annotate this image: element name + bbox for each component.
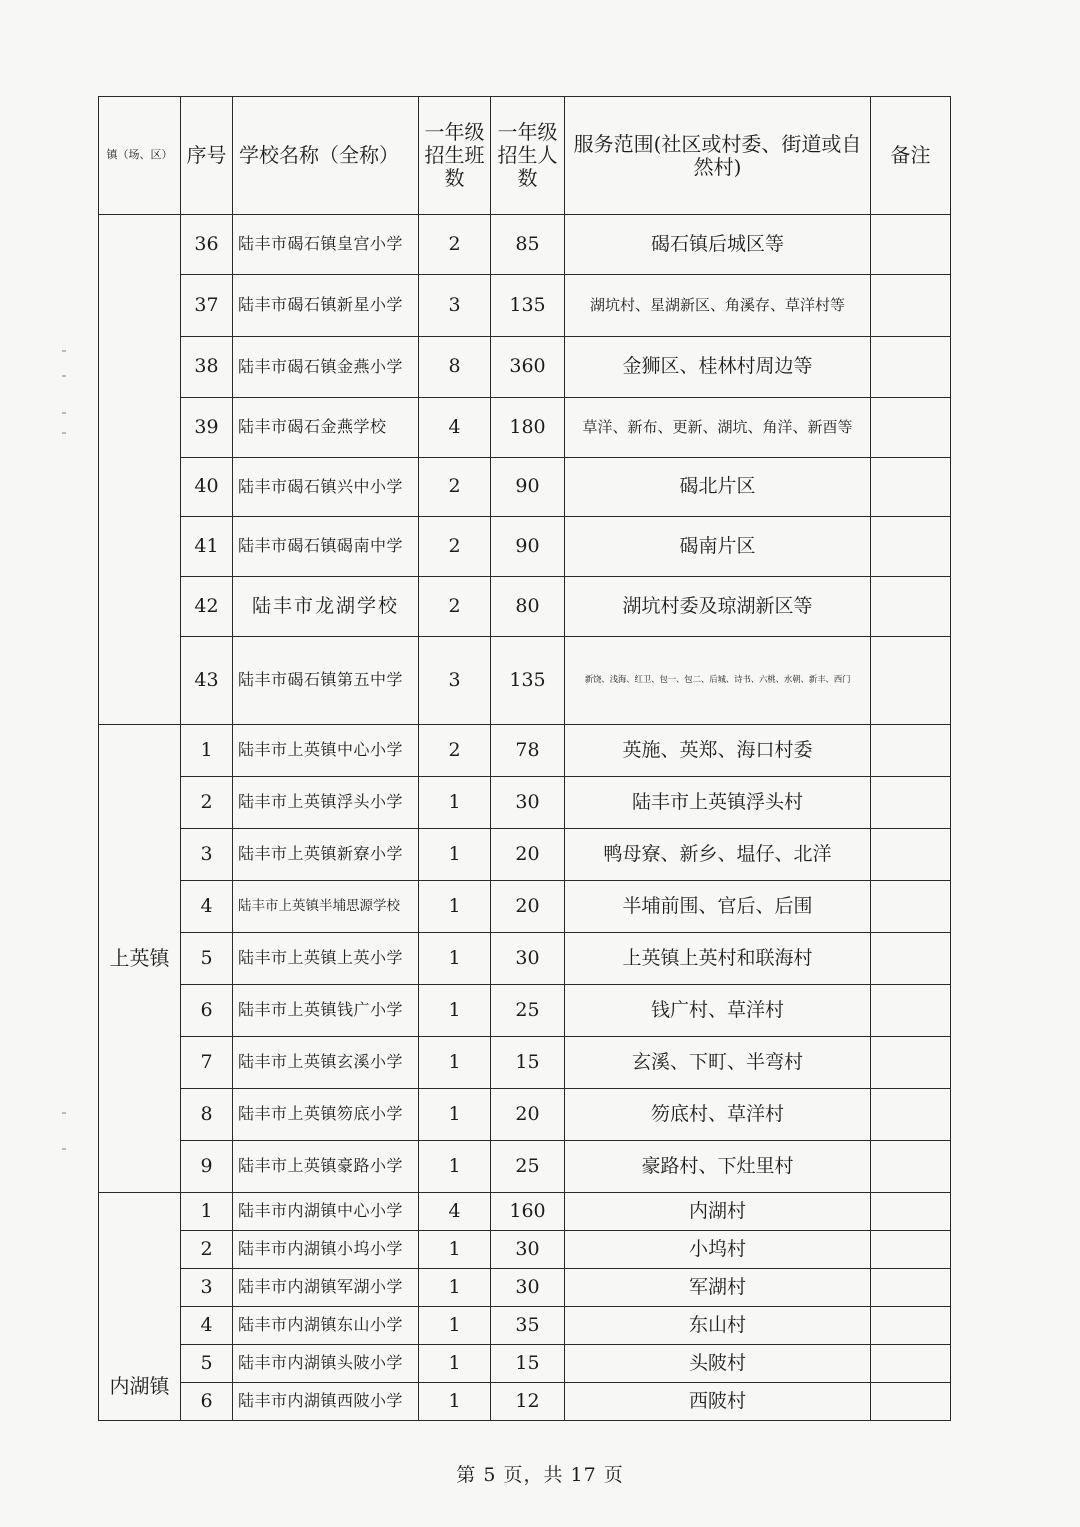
note-cell [871,985,951,1037]
classes-cell: 1 [419,881,491,933]
school-name-cell: 陆丰市上英镇新寮小学 [233,829,419,881]
table-row [99,215,951,275]
seq-cell: 3 [181,829,233,881]
classes-cell: 1 [419,985,491,1037]
note-cell [871,275,951,337]
students-cell: 85 [491,215,565,275]
school-name-cell: 陆丰市上英镇半埔思源学校 [233,881,419,933]
note-cell [871,577,951,637]
enrollment-table [98,96,951,1421]
service-area-cell: 湖坑村、星湖新区、角溪存、草洋村等 [565,275,871,337]
note-cell [871,1037,951,1089]
note-cell [871,725,951,777]
school-name-cell: 陆丰市碣石镇兴中小学 [233,458,419,517]
town-cell [99,215,181,725]
note-cell [871,1345,951,1383]
header-seq: 序号 [181,97,233,215]
header-students: 一年级招生人数 [491,97,565,215]
school-name-cell: 陆丰市内湖镇小坞小学 [233,1231,419,1269]
students-cell: 90 [491,517,565,577]
classes-cell: 1 [419,1307,491,1345]
service-area-cell: 半埔前围、官后、后围 [565,881,871,933]
seq-cell: 40 [181,458,233,517]
table-row [99,1089,951,1141]
service-area-cell: 军湖村 [565,1269,871,1307]
seq-cell: 6 [181,1383,233,1421]
school-name-cell: 陆丰市内湖镇西陂小学 [233,1383,419,1421]
students-cell: 25 [491,1141,565,1193]
header-school: 学校名称（全称） [233,97,419,215]
table-row [99,577,951,637]
note-cell [871,933,951,985]
classes-cell: 2 [419,577,491,637]
classes-cell: 1 [419,1037,491,1089]
service-area-cell: 碣北片区 [565,458,871,517]
classes-cell: 2 [419,517,491,577]
enrollment-table-sheet [98,96,950,1420]
service-area-cell: 草洋、新布、更新、湖坑、角洋、新酉等 [565,398,871,458]
school-name-cell: 陆丰市上英镇豪路小学 [233,1141,419,1193]
students-cell: 30 [491,933,565,985]
seq-cell: 6 [181,985,233,1037]
table-row [99,517,951,577]
seq-cell: 2 [181,777,233,829]
classes-cell: 1 [419,1269,491,1307]
students-cell: 25 [491,985,565,1037]
note-cell [871,517,951,577]
school-name-cell: 陆丰市内湖镇军湖小学 [233,1269,419,1307]
school-name-cell: 陆丰市上英镇笏底小学 [233,1089,419,1141]
table-row [99,637,951,725]
school-name-cell: 陆丰市上英镇浮头小学 [233,777,419,829]
school-name-cell: 陆丰市内湖镇东山小学 [233,1307,419,1345]
students-cell: 78 [491,725,565,777]
seq-cell: 42 [181,577,233,637]
town-cell: 内湖镇 [99,1193,181,1421]
seq-cell: 4 [181,881,233,933]
classes-cell: 1 [419,933,491,985]
students-cell: 30 [491,777,565,829]
students-cell: 180 [491,398,565,458]
school-name-cell: 陆丰市碣石镇第五中学 [233,637,419,725]
table-row [99,881,951,933]
service-area-cell: 头陂村 [565,1345,871,1383]
note-cell [871,637,951,725]
service-area-cell: 鸭母寮、新乡、塭仔、北洋 [565,829,871,881]
classes-cell: 8 [419,337,491,398]
table-row [99,1193,951,1231]
students-cell: 30 [491,1231,565,1269]
note-cell [871,1089,951,1141]
service-area-cell: 笏底村、草洋村 [565,1089,871,1141]
table-row [99,1037,951,1089]
page-footer: 第 5 页，共 17 页 [456,1464,624,1486]
classes-cell: 2 [419,215,491,275]
table-row [99,933,951,985]
note-cell [871,398,951,458]
seq-cell: 37 [181,275,233,337]
classes-cell: 4 [419,1193,491,1231]
school-name-cell: 陆丰市龙湖学校 [233,577,419,637]
note-cell [871,1269,951,1307]
classes-cell: 2 [419,458,491,517]
seq-cell: 4 [181,1307,233,1345]
table-row [99,829,951,881]
seq-cell: 43 [181,637,233,725]
service-area-cell: 钱广村、草洋村 [565,985,871,1037]
seq-cell: 41 [181,517,233,577]
school-name-cell: 陆丰市上英镇钱广小学 [233,985,419,1037]
note-cell [871,215,951,275]
table-row [99,1383,951,1421]
note-cell [871,1383,951,1421]
service-area-cell: 陆丰市上英镇浮头村 [565,777,871,829]
header-classes: 一年级招生班数 [419,97,491,215]
students-cell: 90 [491,458,565,517]
service-area-cell: 西陂村 [565,1383,871,1421]
note-cell [871,1231,951,1269]
service-area-cell: 碣石镇后城区等 [565,215,871,275]
seq-cell: 5 [181,933,233,985]
service-area-cell: 英施、英郑、海口村委 [565,725,871,777]
header-town: 镇（场、区） [99,97,181,215]
classes-cell: 1 [419,1383,491,1421]
note-cell [871,1141,951,1193]
service-area-cell: 碣南片区 [565,517,871,577]
classes-cell: 4 [419,398,491,458]
note-cell [871,881,951,933]
seq-cell: 38 [181,337,233,398]
table-row [99,777,951,829]
seq-cell: 8 [181,1089,233,1141]
service-area-cell: 新饶、浅海、红卫、包一、包二、后城、诗书、六桃、水朝、新丰、西门 [565,637,871,725]
students-cell: 35 [491,1307,565,1345]
school-name-cell: 陆丰市碣石镇皇宫小学 [233,215,419,275]
table-row [99,275,951,337]
table-row [99,398,951,458]
school-name-cell: 陆丰市上英镇玄溪小学 [233,1037,419,1089]
school-name-cell: 陆丰市内湖镇中心小学 [233,1193,419,1231]
note-cell [871,337,951,398]
table-row [99,985,951,1037]
service-area-cell: 内湖村 [565,1193,871,1231]
service-area-cell: 金狮区、桂林村周边等 [565,337,871,398]
table-row [99,1269,951,1307]
students-cell: 135 [491,637,565,725]
students-cell: 20 [491,829,565,881]
school-name-cell: 陆丰市上英镇中心小学 [233,725,419,777]
note-cell [871,1193,951,1231]
students-cell: 30 [491,1269,565,1307]
students-cell: 15 [491,1037,565,1089]
note-cell [871,829,951,881]
service-area-cell: 玄溪、下町、半弯村 [565,1037,871,1089]
classes-cell: 1 [419,1231,491,1269]
service-area-cell: 湖坑村委及琼湖新区等 [565,577,871,637]
students-cell: 80 [491,577,565,637]
header-row [99,97,951,215]
town-cell: 上英镇 [99,725,181,1193]
school-name-cell: 陆丰市碣石金燕学校 [233,398,419,458]
service-area-cell: 小坞村 [565,1231,871,1269]
seq-cell: 3 [181,1269,233,1307]
header-area: 服务范围(社区或村委、街道或自然村) [565,97,871,215]
seq-cell: 1 [181,725,233,777]
seq-cell: 7 [181,1037,233,1089]
students-cell: 20 [491,881,565,933]
table-row [99,1307,951,1345]
school-name-cell: 陆丰市内湖镇头陂小学 [233,1345,419,1383]
table-row [99,458,951,517]
students-cell: 135 [491,275,565,337]
school-name-cell: 陆丰市上英镇上英小学 [233,933,419,985]
students-cell: 12 [491,1383,565,1421]
classes-cell: 1 [419,1089,491,1141]
classes-cell: 2 [419,725,491,777]
seq-cell: 36 [181,215,233,275]
school-name-cell: 陆丰市碣石镇碣南中学 [233,517,419,577]
seq-cell: 5 [181,1345,233,1383]
classes-cell: 3 [419,275,491,337]
service-area-cell: 东山村 [565,1307,871,1345]
classes-cell: 1 [419,777,491,829]
students-cell: 15 [491,1345,565,1383]
classes-cell: 1 [419,1345,491,1383]
service-area-cell: 豪路村、下灶里村 [565,1141,871,1193]
table-row [99,1231,951,1269]
seq-cell: 2 [181,1231,233,1269]
table-row [99,725,951,777]
students-cell: 160 [491,1193,565,1231]
classes-cell: 1 [419,1141,491,1193]
students-cell: 20 [491,1089,565,1141]
school-name-cell: 陆丰市碣石镇新星小学 [233,275,419,337]
classes-cell: 3 [419,637,491,725]
school-name-cell: 陆丰市碣石镇金燕小学 [233,337,419,398]
seq-cell: 9 [181,1141,233,1193]
note-cell [871,1307,951,1345]
seq-cell: 1 [181,1193,233,1231]
header-note: 备注 [871,97,951,215]
classes-cell: 1 [419,829,491,881]
seq-cell: 39 [181,398,233,458]
note-cell [871,777,951,829]
service-area-cell: 上英镇上英村和联海村 [565,933,871,985]
table-body [99,215,951,1421]
students-cell: 360 [491,337,565,398]
table-row [99,1141,951,1193]
table-row [99,1345,951,1383]
note-cell [871,458,951,517]
table-row [99,337,951,398]
